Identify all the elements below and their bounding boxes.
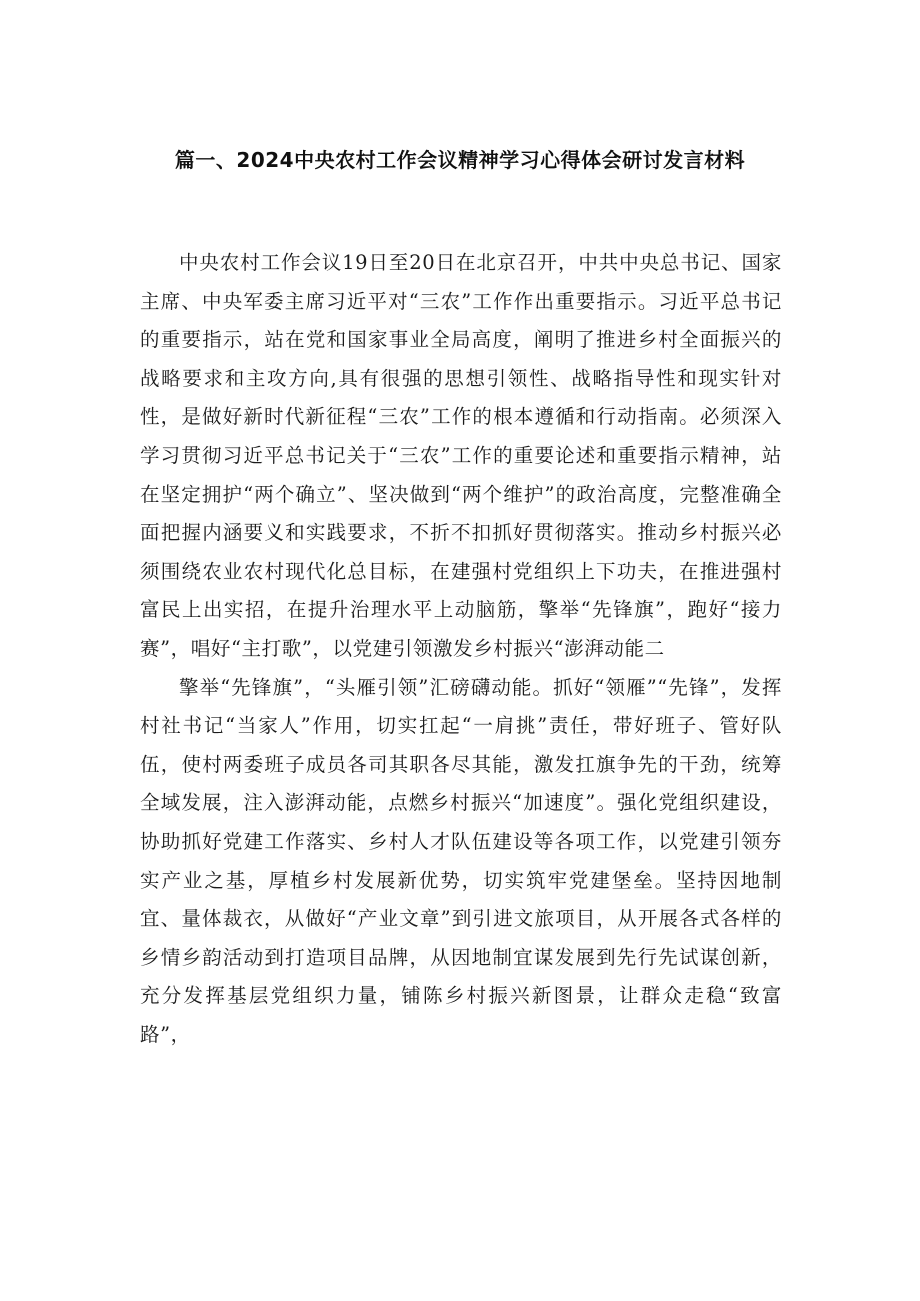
paragraph-2: 擎举“先锋旗”，“头雁引领”汇磅礴动能。抓好“领雁”“先锋”，发挥村社书记“当家人”作用，切实扛起“一肩挑”责任，带好班子、管好队伍，使村两委班子成员各司其职各尽其能，激发扛旗争先的干劲，统筹全域发展，注入澎湃动能，点燃乡村振兴“加速度”。强化党组织建设，协助抓好党建工作落实、乡村人才队伍建设等各项工作，以党建引领夯实产业之基，厚植乡村发展新优势，切实筑牢党建堡垒。坚持因地制宜、量体裁衣，从做好“产业文章”到引进文旅项目，从开展各式各样的乡情乡韵活动到打造项目品牌，从因地制宜谋发展到先行先试谋创新，充分发挥基层党组织力量，铺陈乡村振兴新图景，让群众走稳“致富路”， xyxy=(140,675,782,1046)
paragraph-1: 中央农村工作会议19日至20日在北京召开，中共中央总书记、国家主席、中央军委主席习近平对“三农”工作作出重要指示。习近平总书记的重要指示，站在党和国家事业全局高度，阐明了推进乡村全面振兴的战略要求和主攻方向,具有很强的思想引领性、战略指导性和现实针对性，是做好新时代新征程“三农”工作的根本遵循和行动指南。必须深入学习贯彻习近平总书记关于“三农”工作的重要论述和重要指示精神，站在坚定拥护“两个确立”、坚决做到“两个维护”的政治高度，完整准确全面把握内涵要义和实践要求，不折不扣抓好贯彻落实。推动乡村振兴必须围绕农业农村现代化总目标，在建强村党组织上下功夫，在推进强村富民上出实招，在提升治理水平上动脑筋，擎举“先锋旗”，跑好“接力赛”，唱好“主打歌”，以党建引领激发乡村振兴“澎湃动能二 xyxy=(140,251,782,660)
document-title: 篇一、2024中央农村工作会议精神学习心得体会研讨发言材料 xyxy=(174,148,746,172)
document-body xyxy=(140,244,782,1054)
